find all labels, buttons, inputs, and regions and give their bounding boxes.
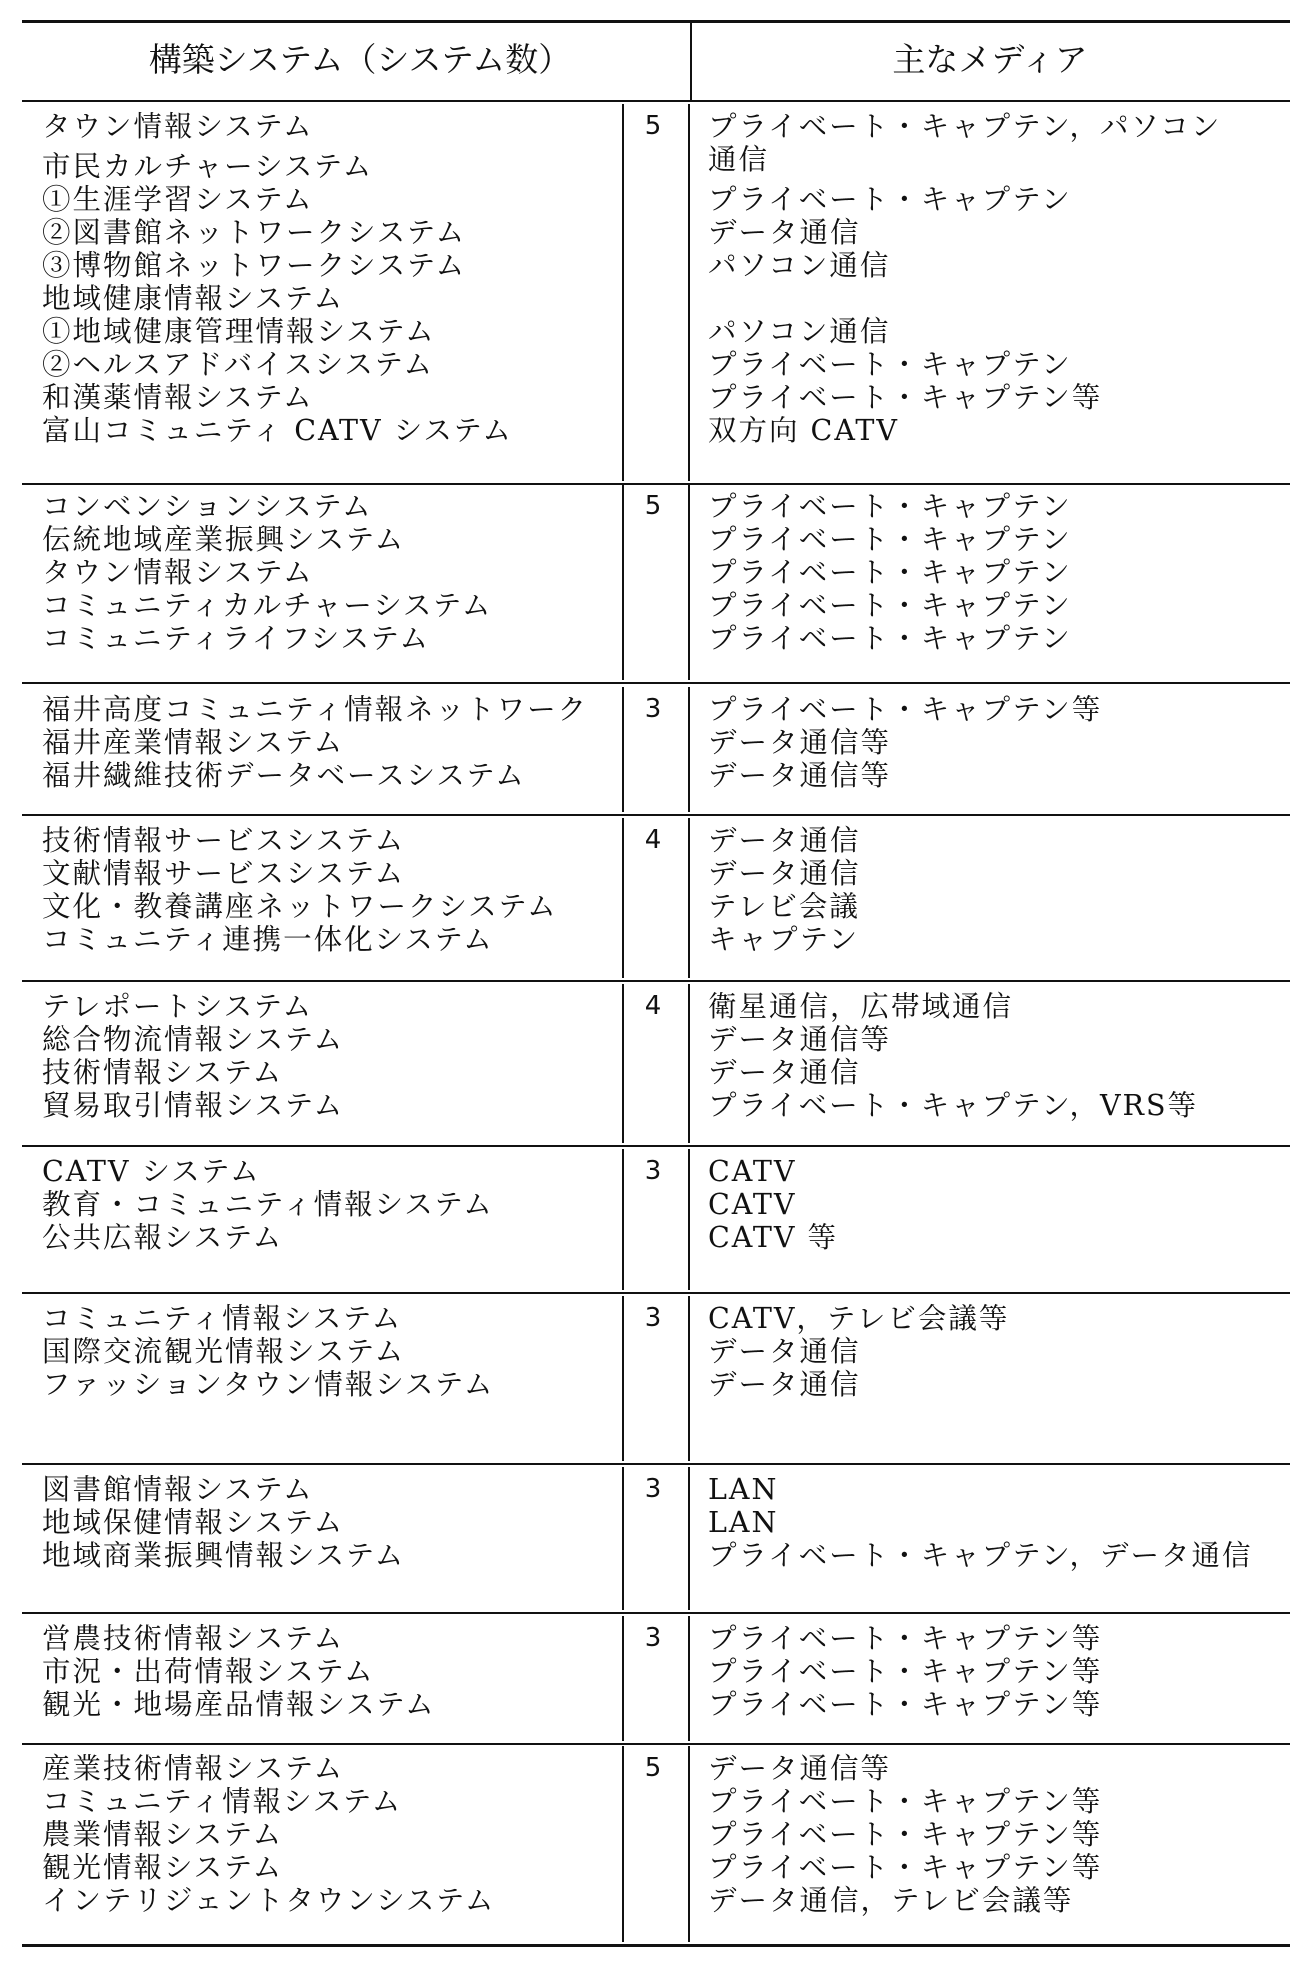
system-name: テレポートシステム [42,990,314,1023]
count-column-rule [622,1746,624,1942]
media-name: プライベート・キャプテン等 [708,693,1103,726]
horizontal-rule [22,814,1290,816]
system-name: 観光・地場産品情報システム [42,1688,436,1721]
system-name: インテリジェントタウンシステム [42,1884,496,1917]
system-name: 地域保健情報システム [42,1506,345,1539]
horizontal-rule [22,980,1290,982]
horizontal-rule [22,483,1290,485]
system-count: 5 [644,1753,662,1783]
count-column-rule [622,484,624,680]
system-count: 3 [644,1303,662,1333]
media-name: CATV [708,1155,797,1188]
system-name: CATV システム [42,1155,261,1188]
system-name: コミュニティライフシステム [42,622,430,655]
media-name: パソコン通信 [708,249,891,282]
media-column-rule [688,104,690,481]
system-name: 福井産業情報システム [42,726,345,759]
system-name: 富山コミュニティ CATV システム [42,414,513,447]
media-name: CATV 等 [708,1221,838,1254]
count-column-rule [622,818,624,978]
count-column-rule [622,984,624,1143]
system-name: コミュニティカルチャーシステム [42,589,493,622]
media-name: LAN [708,1506,779,1539]
horizontal-rule [22,682,1290,684]
system-name: 和漢薬情報システム [42,381,314,414]
media-column-rule [688,1467,690,1610]
media-name: データ通信 [708,1368,861,1401]
media-name: パソコン通信 [708,315,891,348]
media-name: プライベート・キャプテン等 [708,1818,1103,1851]
system-name: コミュニティ情報システム [42,1302,403,1335]
system-count: 4 [644,825,662,855]
media-name: CATV，テレビ会議等 [708,1302,1010,1335]
horizontal-rule [22,1944,1290,1947]
media-name: 通信 [708,143,770,176]
media-column-rule [688,1296,690,1461]
media-name: プライベート・キャプテン [708,490,1072,523]
media-name: プライベート・キャプテン等 [708,1655,1103,1688]
media-column-rule [688,484,690,680]
system-name: ファッションタウン情報システム [42,1368,495,1401]
media-column-rule [688,687,690,812]
system-name: コミュニティ情報システム [42,1785,403,1818]
media-name: データ通信等 [708,726,892,759]
system-name: ②図書館ネットワークシステム [42,216,467,249]
system-count: 5 [644,111,662,141]
system-name: 伝統地域産業振興システム [42,523,406,556]
media-name: プライベート・キャプテン，パソコン [708,110,1222,143]
media-name: プライベート・キャプテン [708,556,1072,589]
horizontal-rule [22,1145,1290,1147]
horizontal-rule [22,100,1290,102]
media-name: プライベート・キャプテン [708,622,1072,655]
system-name: コンベンションシステム [42,490,373,523]
system-name: 公共広報システム [42,1221,284,1254]
system-name: タウン情報システム [42,110,314,143]
horizontal-rule [22,20,1290,23]
media-name: キャプテン [708,923,860,956]
media-name: プライベート・キャプテン [708,589,1072,622]
system-name: コミュニティ連携一体化システム [42,923,494,956]
system-name: ①地域健康管理情報システム [42,315,436,348]
system-name: ②ヘルスアドバイスシステム [42,348,434,381]
media-name: データ通信 [708,824,861,857]
horizontal-rule [22,1463,1290,1465]
media-column-rule [688,984,690,1143]
system-name: 文献情報サービスシステム [42,857,406,890]
count-column-rule [622,1467,624,1610]
media-name: プライベート・キャプテン等 [708,1622,1103,1655]
media-name: データ通信等 [708,1023,892,1056]
media-name: データ通信 [708,857,861,890]
system-name: 教育・コミュニティ情報システム [42,1188,494,1221]
media-name: 衛星通信，広帯域通信 [708,990,1014,1023]
count-column-rule [622,104,624,481]
media-name: プライベート・キャプテン，データ通信 [708,1539,1253,1572]
system-name: 技術情報システム [42,1056,284,1089]
horizontal-rule [22,1292,1290,1294]
media-column-rule [688,1616,690,1741]
media-name: プライベート・キャプテン等 [708,381,1103,414]
media-name: プライベート・キャプテン [708,348,1072,381]
header-media: 主なメディア [892,40,1088,79]
system-name: ①生涯学習システム [42,183,314,216]
system-name: 観光情報システム [42,1851,284,1884]
media-column-rule [688,1746,690,1942]
system-name: ③博物館ネットワークシステム [42,249,467,282]
system-name: 地域商業振興情報システム [42,1539,406,1572]
system-name: 農業情報システム [42,1818,284,1851]
system-count: 3 [644,1156,662,1186]
media-name: 双方向 CATV [708,414,899,447]
system-count: 4 [644,991,662,1021]
system-name: 地域健康情報システム [42,282,345,315]
media-name: プライベート・キャプテン [708,183,1072,216]
media-name: プライベート・キャプテン，VRS等 [708,1089,1199,1122]
media-name: プライベート・キャプテン等 [708,1785,1103,1818]
media-name: プライベート・キャプテン等 [708,1851,1103,1884]
horizontal-rule [22,1612,1290,1614]
media-name: データ通信 [708,1056,861,1089]
media-name: データ通信 [708,216,861,249]
system-count: 3 [644,1474,662,1504]
count-column-rule [622,687,624,812]
media-column-rule [688,818,690,978]
system-name: 国際交流観光情報システム [42,1335,406,1368]
media-name: プライベート・キャプテン [708,523,1072,556]
system-name: 営農技術情報システム [42,1622,345,1655]
system-name: 福井繊維技術データベースシステム [42,759,526,792]
count-column-rule [622,1296,624,1461]
system-name: 産業技術情報システム [42,1752,345,1785]
system-name: 福井高度コミュニティ情報ネットワーク [42,693,589,726]
media-name: テレビ会議 [708,890,860,923]
system-name: 図書館情報システム [42,1473,314,1506]
system-name: 市民カルチャーシステム [42,150,374,183]
system-count: 3 [644,694,662,724]
media-name: データ通信等 [708,759,892,792]
media-name: データ通信 [708,1335,861,1368]
header-divider [690,22,692,100]
media-name: CATV [708,1188,797,1221]
count-column-rule [622,1616,624,1741]
system-name: 市況・出荷情報システム [42,1655,375,1688]
system-count: 5 [644,491,662,521]
horizontal-rule [22,1743,1290,1745]
header-system: 構築システム（システム数） [148,40,572,79]
system-name: 総合物流情報システム [42,1023,345,1056]
system-name: 貿易取引情報システム [42,1089,345,1122]
system-name: 技術情報サービスシステム [42,824,406,857]
media-name: データ通信等 [708,1752,892,1785]
media-name: データ通信，テレビ会議等 [708,1884,1074,1917]
media-column-rule [688,1149,690,1290]
media-name: プライベート・キャプテン等 [708,1688,1103,1721]
media-name: LAN [708,1473,779,1506]
system-name: 文化・教養講座ネットワークシステム [42,890,558,923]
count-column-rule [622,1149,624,1290]
system-name: タウン情報システム [42,556,314,589]
system-count: 3 [644,1623,662,1653]
